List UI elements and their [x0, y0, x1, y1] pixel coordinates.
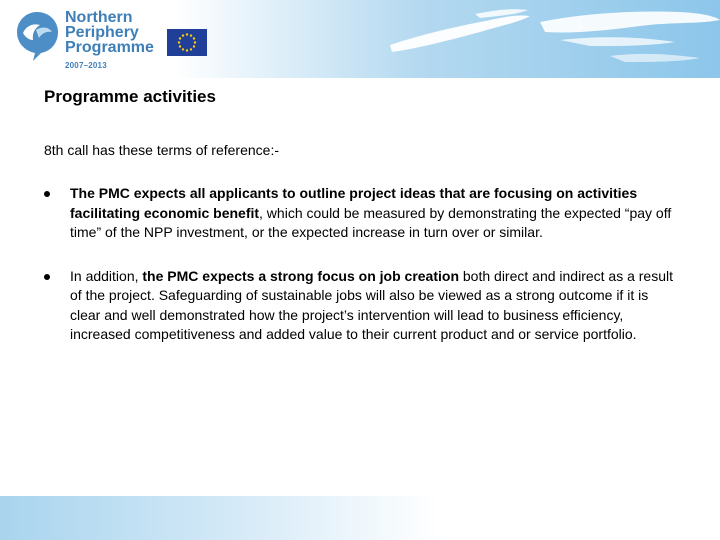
bullet-text: In addition,	[70, 267, 143, 284]
northern-periphery-map-graphic	[380, 0, 720, 78]
bullet-dot-icon	[44, 191, 50, 197]
bullet-text-bold: the PMC expects a strong focus on job creation	[142, 267, 459, 284]
logo-line-2: Periphery	[65, 24, 139, 41]
footer-band	[0, 496, 440, 540]
logo-years: 2007–2013	[65, 61, 107, 70]
bullet-text: both direct and indirect as a result of the project. Safeguarding of sustainable jobs will also be viewed as a strong outcome if it is clear and well demonstrated how the project’s intervention will lead to business efficiency, increased competitiveness and added value to their current product and or service portfolio.	[70, 267, 674, 342]
bullet-list	[0, 184, 720, 369]
logo-wordmark	[65, 10, 154, 55]
bullet-item	[0, 184, 682, 243]
slide-title: Programme activities	[44, 87, 216, 106]
eu-flag-icon	[167, 29, 207, 56]
bullet-text: , which could be measured by demonstrating the expected “pay off time” of the NPP investment, or the expected increase in turn over or similar.	[70, 204, 672, 240]
header-banner	[0, 0, 720, 78]
logo-line-3: Programme	[65, 39, 154, 56]
logo-line-1: Northern	[65, 9, 133, 26]
bird-icon	[12, 10, 62, 62]
bullet-item	[0, 267, 682, 345]
bullet-dot-icon	[44, 274, 50, 280]
slide-intro: 8th call has these terms of reference:-	[44, 142, 279, 158]
bullet-text-bold: The PMC expects all applicants to outline project ideas that are focusing on activities facilitating economic benefit	[70, 185, 638, 221]
